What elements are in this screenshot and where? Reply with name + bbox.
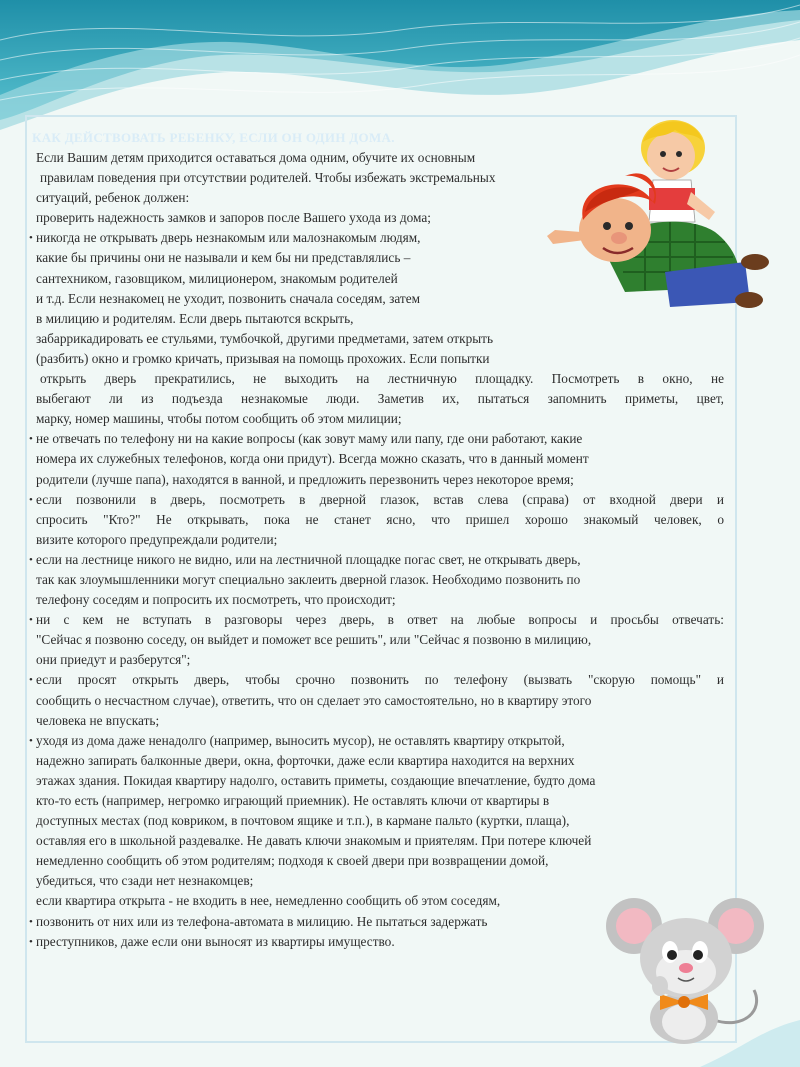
bullet-item: • никогда не открывать дверь незнакомым или малознакомым людям,: [30, 228, 724, 248]
text-line: сообщить о несчастном случае), ответить, что он сделает это самостоятельно, но в квартиру этого: [36, 692, 592, 708]
text-line: спросить "Кто?" Не открывать, пока не станет ясно, что пришел хорошо знакомый человек, о: [36, 511, 724, 527]
text-line: надежно запирать балконные двери, окна, форточки, даже если квартира находится на верхних: [36, 752, 575, 768]
text-line: оставляя его в школьной раздевалке. Не давать ключи знакомым и приятелям. При потере ключей: [36, 833, 592, 849]
bullet-item: • уходя из дома даже ненадолго (например, выносить мусор), не оставлять квартиру открытой,: [30, 731, 724, 751]
text-line: доступных местах (под ковриком, в почтовом ящике и т.п.), в кармане пальто (куртки, плаща),: [36, 813, 570, 829]
cartoon-boys-illustration: [545, 112, 770, 317]
text-line: так как злоумышленники могут специально заклеить дверной глазок. Необходимо позвонить по: [36, 571, 581, 587]
text-line: проверить надежность замков и запоров после Вашего ухода из дома;: [36, 210, 431, 226]
text-line: выбегают ли из подъезда незнакомые люди. Заметив их, пытаться запомнить приметы, цвет,: [36, 391, 724, 407]
bullet-item: • позвонить от них или из телефона-автомата в милицию. Не пытаться задержать: [30, 912, 724, 932]
text-line: и т.д. Если незнакомец не уходит, позвонить сначала соседям, затем: [36, 290, 421, 306]
bullet-item: • преступников, даже если они выносят из квартиры имущество.: [30, 932, 724, 952]
cartoon-mouse-illustration: [604, 890, 774, 1050]
bullet-item: • если позвонили в дверь, посмотреть в дверной глазок, встав слева (справа) от входной двери и: [30, 490, 724, 510]
text-line: кто-то есть (например, негромко играющий приемник). Не оставлять ключи от квартиры в: [36, 793, 550, 808]
text-line: (разбить) окно и громко кричать, призывая на помощь прохожих. Если попытки: [36, 350, 490, 366]
text-line: телефону соседям и попросить их посмотреть, что происходит;: [36, 592, 396, 608]
text-line: если квартира открыта - не входить в нее, немедленно сообщить об этом соседям,: [36, 893, 501, 909]
text-line: какие бы причины они не называли и кем бы ни представлялись –: [36, 250, 411, 266]
text-line: родители (лучше папа), находятся в ванной, и предложить перезвонить через некоторое время;: [36, 471, 574, 487]
text-line: правилам поведения при отсутствии родителей. Чтобы избежать экстремальных: [40, 170, 496, 186]
page-title: КАК ДЕЙСТВОВАТЬ РЕБЕНКУ, ЕСЛИ ОН ОДИН ДОМА.: [32, 130, 395, 145]
text-line: забаррикадировать ее стульями, тумбочкой, другими предметами, затем открыть: [36, 330, 494, 346]
text-line: номера их служебных телефонов, когда они придут). Всегда можно сказать, что в данный момент: [36, 451, 589, 467]
text-line: этажах здания. Покидая квартиру надолго, оставить приметы, создающие впечатление, будто дома: [36, 772, 596, 788]
bullet-item: • если на лестнице никого не видно, или на лестничной площадке погас свет, не открывать дверь,: [30, 550, 724, 570]
text-line: Если Вашим детям приходится оставаться дома одним, обучите их основным: [36, 150, 476, 165]
bullet-item: • если просят открыть дверь, чтобы срочно позвонить по телефону (вызвать "скорую помощь" и: [30, 670, 724, 690]
text-line: убедиться, что сзади нет незнакомцев;: [36, 873, 254, 889]
text-line: они приедут и разберутся";: [36, 652, 191, 668]
text-line: "Сейчас я позвоню соседу, он выйдет и поможет все решить", или "Сейчас я позвоню в милицию,: [36, 632, 592, 648]
text-line: марку, номер машины, чтобы потом сообщить об этом милиции;: [36, 411, 402, 427]
text-line: человека не впускать;: [36, 712, 160, 728]
text-line: открыть дверь прекратились, не выходить на лестничную площадку. Посмотреть в окно, не: [40, 371, 724, 387]
bullet-item: • не отвечать по телефону ни на какие вопросы (как зовут маму или папу, где они работают, какие: [30, 429, 724, 449]
text-line: визите которого предупреждали родители;: [36, 531, 278, 547]
text-line: в милицию и родителям. Если дверь пытаются вскрыть,: [36, 310, 354, 326]
text-line: сантехником, газовщиком, милиционером, знакомым родителей: [36, 270, 398, 286]
text-line: ситуаций, ребенок должен:: [36, 190, 190, 206]
bullet-item: • ни с кем не вступать в разговоры через дверь, в ответ на любые вопросы и просьбы отвечать:: [30, 610, 724, 630]
text-line: немедленно сообщить об этом родителям; подходя к своей двери при возвращении домой,: [36, 853, 549, 869]
